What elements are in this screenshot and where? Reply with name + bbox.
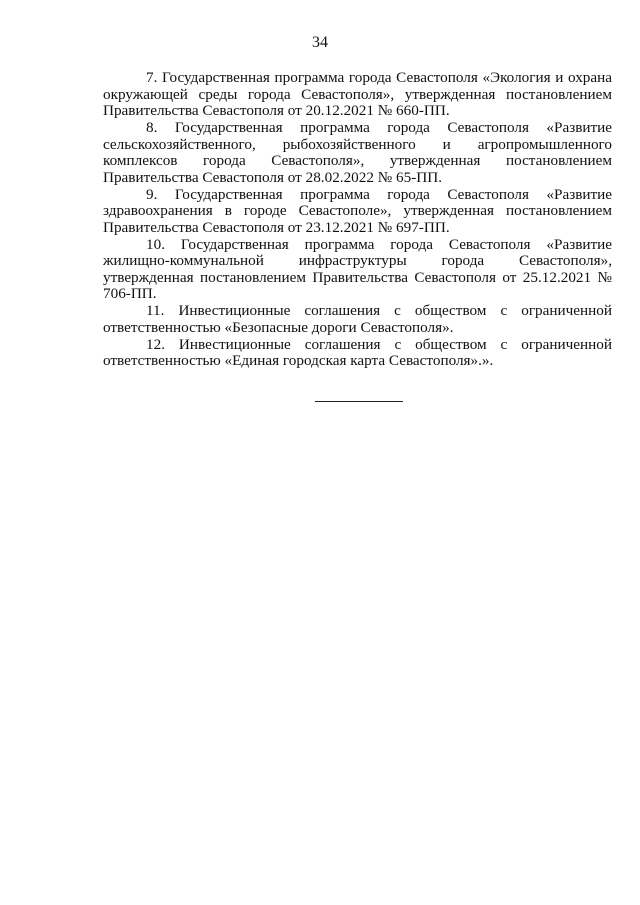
list-item-7: 7. Государственная программа города Севастополя «Экология и охрана окружающей среды города Севастополя», утвержденная постановлением Правительства Севастополя от 20.12.2021 № 660-ПП. xyxy=(103,69,612,119)
list-item-11: 11. Инвестиционные соглашения с обществом с ограниченной ответственностью «Безопасные дороги Севастополя». xyxy=(103,302,612,336)
list-item-9: 9. Государственная программа города Севастополя «Развитие здравоохранения в городе Севастополе», утвержденная постановлением Правительства Севастополя от 23.12.2021 № 697-ПП. xyxy=(103,185,612,236)
list-item-8: 8. Государственная программа города Севастополя «Развитие сельскохозяйственного, рыбохозяйственного и агропромышленного комплексов города Севастополя», утвержденная постановлением Правительства Севастополя от 28.02.2022 № 65-ПП. xyxy=(103,119,612,186)
list-item-10: 10. Государственная программа города Севастополя «Развитие жилищно-коммунальной инфраструктуры города Севастополя», утвержденная постановлением Правительства Севастополя от 25.12.2021 № 706-ПП. xyxy=(103,235,612,302)
list-item-12: 12. Инвестиционные соглашения с обществом с ограниченной ответственностью «Единая городская карта Севастополя».». xyxy=(103,335,612,369)
page-number: 34 xyxy=(312,34,328,51)
end-divider-line xyxy=(315,401,403,402)
document-body xyxy=(103,70,612,370)
